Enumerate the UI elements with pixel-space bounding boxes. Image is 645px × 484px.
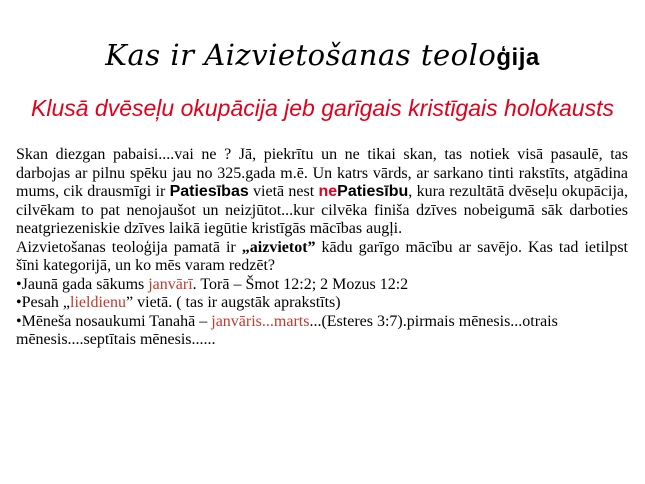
title-main: Kas ir Aizvietošanas teolo — [105, 38, 497, 72]
p1-text-2: vietā nest — [248, 183, 319, 200]
page-title — [0, 38, 645, 72]
p2-text-2: kādu garīgo mācību ar savējo. Kas tad ietilpst šīni kategorijā, un ko mēs varam redzēt? — [16, 238, 628, 274]
body-text — [16, 146, 628, 350]
bullet-3-pre: •Mēneša nosaukumi Tanahā – — [16, 312, 212, 330]
bullet-2-pre: •Pesah „ — [16, 294, 71, 311]
p1-bold-truth: Patiesības — [169, 183, 249, 200]
paragraph-intro — [16, 146, 628, 239]
paragraph-definition — [16, 239, 628, 276]
bullet-item — [16, 313, 628, 350]
title-tail: ģija — [496, 44, 540, 71]
p1-text-1: Skan diezgan pabaisi....vai ne ? Jā, piekrītu un ne tikai skan, tas notiek visā pasaulē, tas darbojas ar pilnu spēku jau no 325.gada m.ē. Un katrs vārds, ar sarkano tinti rakstīts, atgādina mums, cik drausmīgi ir — [16, 146, 628, 200]
p1-bold-untruth: Patiesību — [337, 183, 409, 200]
bullet-2-red: lieldienu — [70, 294, 127, 311]
p1-red-ne: ne — [318, 183, 338, 200]
p1-text-3: , kura rezultātā dvēseļu okupācija, cilvēkam to pat nenojaušot un neizjūtot...kur cilvēka finiša dzīves nobeigumā sāk darboties neatgriezeniskie dzīves laikā iegūtie kristīgās mācības augļi. — [16, 183, 628, 237]
p2-bold-replace: „aizvietot” — [241, 238, 316, 256]
bullet-item — [16, 294, 628, 313]
bullet-1-post: . Torā – Šmot 12:2; 2 Mozus 12:2 — [192, 275, 409, 293]
bullet-3-post: ...(Esteres 3:7).pirmais mēnesis...otrais mēnesis....septītais mēnesis...... — [16, 312, 558, 348]
bullet-3-red: janvāris...marts — [211, 312, 310, 330]
subtitle: Klusā dvēseļu okupācija jeb garīgais kristīgais holokausts — [31, 95, 614, 121]
bullet-1-pre: •Jaunā gada sākums — [16, 275, 149, 293]
bullet-1-red: janvārī — [148, 275, 193, 293]
p2-text-1: Aizvietošanas teoloģija pamatā ir — [16, 238, 242, 256]
bullet-item — [16, 276, 628, 295]
bullet-2-post: ” vietā. ( tas ir augstāk aprakstīts) — [126, 294, 341, 311]
